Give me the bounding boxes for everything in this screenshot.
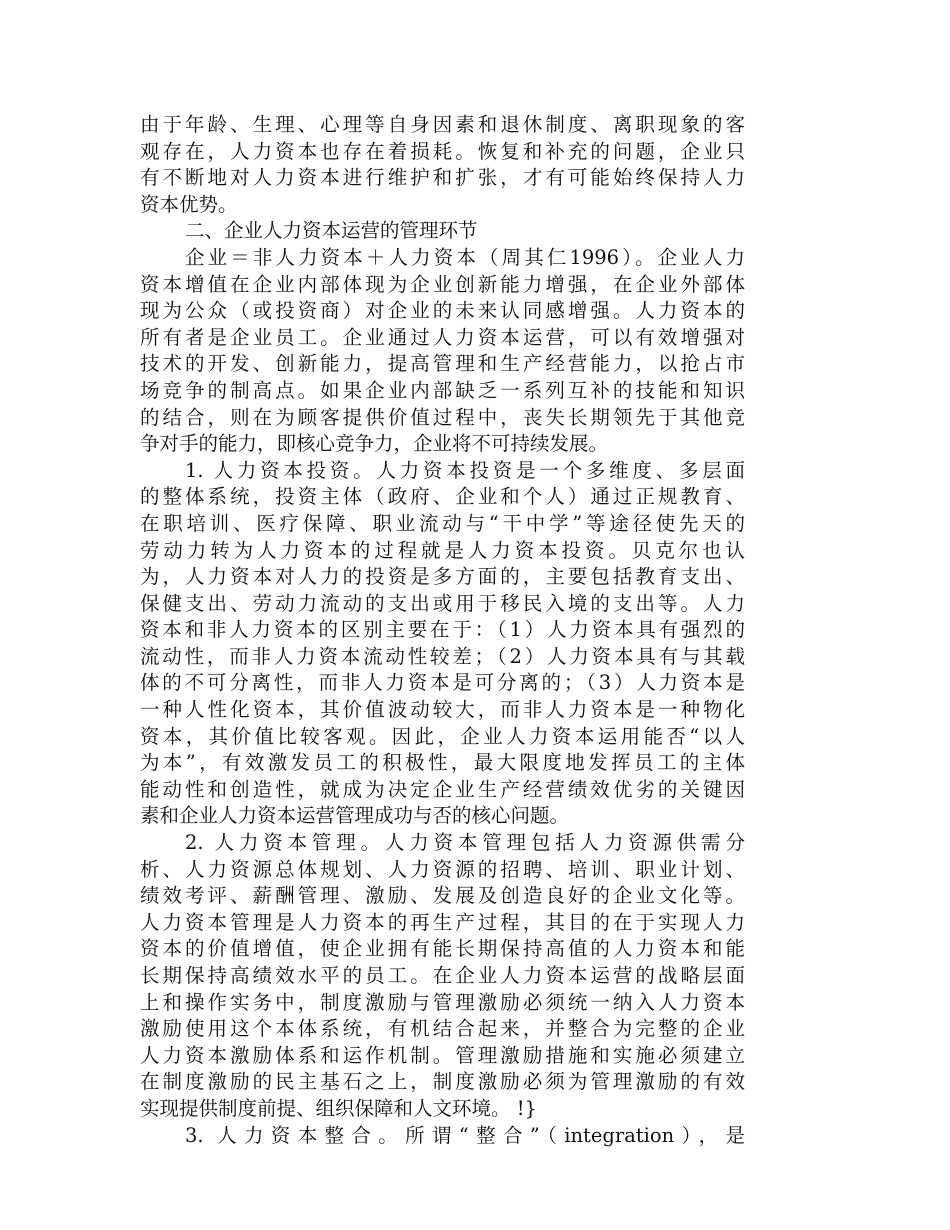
text-line: 企业＝非人力资本＋人力资本（周其仁1996）。企业人力: [185, 245, 745, 269]
text-line: 所有者是企业员工。企业通过人力资本运营，可以有效增强对: [140, 325, 745, 349]
text-line: 长期保持高绩效水平的员工。在企业人力资本运营的战略层面: [140, 964, 745, 987]
text-line: 在职培训、医疗保障、职业流动与“干中学”等途径使先天的: [140, 511, 745, 535]
text-line: 在制度激励的民主基石之上，制度激励必须为管理激励的有效: [140, 1070, 745, 1094]
text-line: 2. 人力资本管理。人力资本管理包括人力资源供需分: [185, 831, 745, 855]
text-line: 人力资本激励体系和运作机制。管理激励措施和实施必须建立: [140, 1043, 745, 1067]
text-line: 一种人性化资本，其价值波动较大，而非人力资本是一种物化: [140, 698, 745, 722]
text-line: 的结合，则在为顾客提供价值过程中，丧失长期领先于其他竞: [140, 405, 745, 429]
text-line: 能动性和创造性，就成为决定企业生产经营绩效优劣的关键因: [140, 777, 745, 801]
text-line: 资本，其价值比较客观。因此，企业人力资本运用能否“以人: [140, 724, 745, 748]
text-line: 有不断地对人力资本进行维护和扩张，才有可能始终保持人力: [140, 166, 745, 190]
text-line: 实现提供制度前提、组织保障和人文环境。 !}: [140, 1096, 537, 1120]
text-line: 场竞争的制高点。如果企业内部缺乏一系列互补的技能和知识: [140, 378, 745, 402]
text-line: 激励使用这个本体系统，有机结合起来，并整合为完整的企业: [140, 1017, 745, 1041]
text-line: 人力资本管理是人力资本的再生产过程，其目的在于实现人力: [140, 910, 745, 934]
document-body: [140, 112, 745, 1149]
text-line: 为本”，有效激发员工的积极性，最大限度地发挥员工的主体: [140, 751, 745, 775]
text-line: 资本的价值增值，使企业拥有能长期保持高值的人力资本和能: [140, 937, 745, 961]
text-line: 二、企业人力资本运营的管理环节: [185, 219, 478, 243]
text-line: 资本优势。: [140, 192, 238, 216]
text-line: 流动性，而非人力资本流动性较差；（2）人力资本具有与其载: [140, 644, 745, 668]
text-line: 由于年龄、生理、心理等自身因素和退休制度、离职现象的客: [140, 113, 745, 136]
text-line: 3. 人力资本整合。所谓“整合”（integration），是: [185, 1123, 745, 1147]
text-line: 观存在，人力资本也存在着损耗。恢复和补充的问题，企业只: [140, 139, 745, 163]
text-line: 体的不可分离性，而非人力资本是可分离的；（3）人力资本是: [140, 671, 745, 695]
text-line: 保健支出、劳动力流动的支出或用于移民入境的支出等。人力: [140, 591, 745, 615]
text-line: 资本增值在企业内部体现为企业创新能力增强，在企业外部体: [140, 272, 745, 296]
text-line: 素和企业人力资本运营管理成功与否的核心问题。: [140, 804, 570, 828]
text-line: 的整体系统，投资主体（政府、企业和个人）通过正规教育、: [140, 485, 745, 509]
text-line: 技术的开发、创新能力，提高管理和生产经营能力，以抢占市: [140, 352, 745, 376]
text-line: 析、人力资源总体规划、人力资源的招聘、培训、职业计划、: [140, 857, 745, 881]
text-line: 1. 人力资本投资。人力资本投资是一个多维度、多层面: [185, 458, 745, 482]
text-line: 资本和非人力资本的区别主要在于：（1）人力资本具有强烈的: [140, 618, 745, 642]
text-line: 劳动力转为人力资本的过程就是人力资本投资。贝克尔也认: [140, 538, 745, 562]
text-line: 争对手的能力，即核心竞争力，企业将不可持续发展。: [140, 432, 609, 456]
text-line: 上和操作实务中，制度激励与管理激励必须统一纳入人力资本: [140, 990, 745, 1014]
text-line: 现为公众（或投资商）对企业的未来认同感增强。人力资本的: [140, 299, 745, 323]
text-line: 绩效考评、薪酬管理、激励、发展及创造良好的企业文化等。: [140, 884, 745, 908]
text-line: 为，人力资本对人力的投资是多方面的，主要包括教育支出、: [140, 565, 745, 589]
